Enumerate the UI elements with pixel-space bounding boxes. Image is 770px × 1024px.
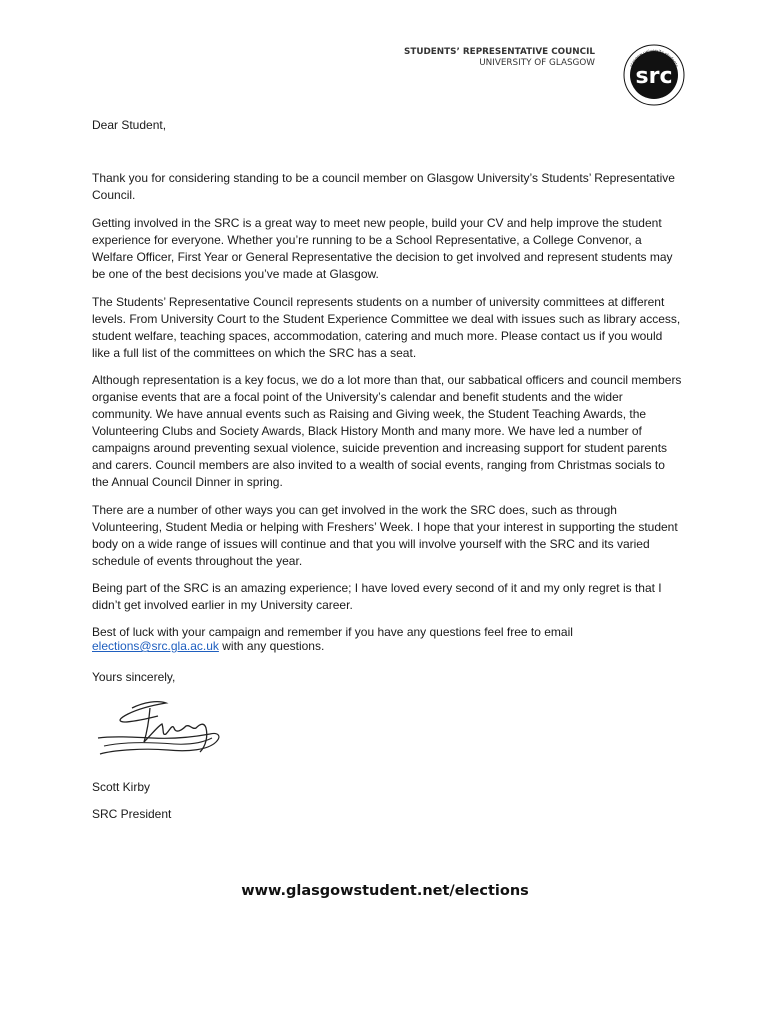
paragraph-3: The Students’ Representative Council represents students on a number of university committees at different levels. From University Court to the Student Experience Committee we deal with issues such as library access, student welfare, teaching spaces, accommodation, catering and much more. Please contact us if you would like a full list of the committees on which the SRC has a seat. <box>92 295 681 360</box>
closing-intro: Best of luck with your campaign and remember if you have any questions feel free to email <box>92 625 573 639</box>
letterhead <box>404 44 690 106</box>
footer-url[interactable]: www.glasgowstudent.net/elections <box>241 883 529 899</box>
paragraph-4: Although representation is a key focus, we do a lot more than that, our sabbatical officers and council members organise events that are a focal point of the University’s calendar and benefit students and the wider community. We have annual events such as Raising and Giving week, the Student Teaching Awards, the Volunteering Clubs and Society Awards, Black History Month and many more. We have led a number of campaigns around preventing sexual violence, suicide prevention and increasing support for student parents and carers. Council members are also invited to a wealth of social events, ranging from Christmas socials to the Annual Council Dinner in spring. <box>92 373 682 489</box>
org-name <box>404 47 595 69</box>
logo-ring-top: glasgow university students <box>628 47 680 68</box>
paragraph-2: Getting involved in the SRC is a great way to meet new people, build your CV and help improve the student experience for everyone. Whether you’re running to be a School Representative, a College Convenor, a Welfare Officer, First Year or General Representative the decision to get involved and represent students may be one of the best decisions you’ve made at Glasgow. <box>92 216 673 281</box>
signature <box>92 694 227 760</box>
paragraph-6: Being part of the SRC is an amazing experience; I have loved every second of it and my only regret is that I didn’t get involved earlier in my University career. <box>92 581 662 612</box>
closing-paragraph <box>92 625 682 653</box>
signoff: Yours sincerely, <box>92 670 176 684</box>
closing-outro: with any questions. <box>218 639 325 653</box>
signatory-name: Scott Kirby <box>92 780 151 794</box>
email-link[interactable]: elections@src.gla.ac.uk <box>92 639 219 653</box>
org-name-line2: UNIVERSITY OF GLASGOW <box>479 58 595 68</box>
signatory-title: SRC President <box>92 807 172 821</box>
src-logo <box>623 44 685 106</box>
paragraph-5: There are a number of other ways you can get involved in the work the SRC does, such as through Volunteering, Student Media or helping with Freshers’ Week. I hope that your interest in supporting the student body on a wide range of issues will continue and that you will involve yourself with the SRC and its varied schedule of events throughout the year. <box>92 503 678 568</box>
paragraph-1: Thank you for considering standing to be a council member on Glasgow University’s Students’ Representative Council. <box>92 171 675 202</box>
org-name-line1: STUDENTS’ REPRESENTATIVE COUNCIL <box>404 47 595 57</box>
greeting: Dear Student, <box>92 118 167 132</box>
logo-text: src <box>635 64 673 89</box>
